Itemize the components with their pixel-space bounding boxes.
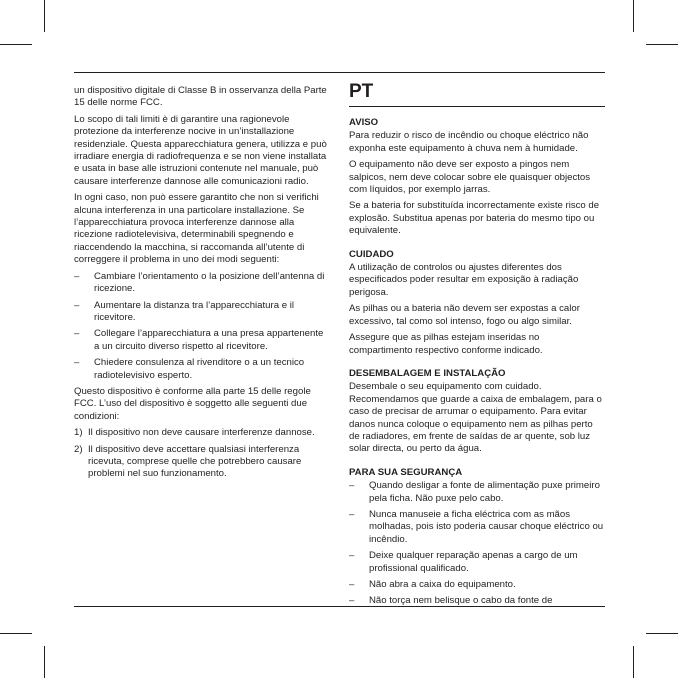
section-heading: PARA SUA SEGURANÇA [349,466,463,478]
paragraph: In ogni caso, non può essere garantito che non si verifichi alcuna interferenza in una particolare installazione. Se l’apparecchiatura provoca interferenze dannose alla ricezione radiotelevisiva, determinabili spegnendo e riaccendendo la macchina, si raccomanda all’utente di correggere il problema in uno dei modi seguenti: [74,192,319,266]
paragraph: Desembale o seu equipamento com cuidado. Recomendamos que guarde a caixa de embalagem, para o caso de precisar de arrumar o equipamento. Para evitar danos nunca coloque o equipamento nem as pilhas perto de radiadores, em frente de saídas de ar quente, sob luz solar directa, ou perto da água. [349,381,602,455]
paragraph: Para reduzir o risco de incêndio ou choque eléctrico não exponha este equipamento à chuva nem à humidade. [349,130,589,154]
paragraph: Questo dispositivo è conforme alla parte 15 delle regole FCC. L’uso del dispositivo è soggetto alle seguenti due condizioni: [74,385,311,422]
list-item: – Nunca manuseie a ficha eléctrica com as mãos molhadas, pois isto poderia causar choque eléctrico ou incêndio. [349,508,604,545]
top-rule [74,72,605,73]
list-item: – Chiedere consulenza al rivenditore o a un tecnico radiotelevisivo esperto. [74,357,305,381]
paragraph: A utilização de controlos ou ajustes diferentes dos especificados poder resultar em exposição à radiação perigosa. [349,262,579,298]
paragraph: Lo scopo di tali limiti è di garantire una ragionevole protezione da interferenze nocive in un’installazione residenziale. Questa apparecchiatura genera, utilizza e può irradiare energia di radiofrequenza e se non viene installata e usata in base alle istruzioni contenute nel manuale, può causare interferenze dannose alle comunicazioni radio. [74,113,327,187]
numbered-item: 2) Il dispositivo deve accettare qualsiasi interferenza ricevuta, comprese quelle che potrebbero causare problemi nel suo funzionamento. [74,443,302,480]
list-item: – Não abra a caixa do equipamento. [349,579,516,590]
paragraph: Assegure que as pilhas estejam inseridas no compartimento respectivo conforme indicado. [349,332,543,356]
crop-mark [633,646,634,678]
right-column [349,81,605,612]
section-heading: AVISO [349,117,379,128]
list-item: – Cambiare l’orientamento o la posizione dell’antenna di ricezione. [74,270,325,295]
crop-mark [0,44,32,45]
list-item: – Deixe qualquer reparação apenas a cargo de um profissional qualificado. [349,550,578,574]
crop-mark [44,0,45,32]
language-heading: PT [349,81,374,102]
numbered-item: 1) Il dispositivo non deve causare interferenze dannose. [74,427,315,439]
paragraph: As pilhas ou a bateria não devem ser expostas a calor excessivo, tal como sol intenso, fogo ou algo similar. [349,303,580,327]
section-heading: CUIDADO [349,248,394,260]
list-item: – Collegare l’apparecchiatura a una presa appartenente a un circuito diverso rispetto al ricevitore. [74,328,324,352]
list-item: – Aumentare la distanza tra l’apparecchiatura e il ricevitore. [74,299,294,323]
list-item: – Quando desligar a fonte de alimentação puxe primeiro pela ficha. Não puxe pelo cabo. [349,480,600,504]
left-column [74,85,330,485]
crop-mark [646,633,678,634]
paragraph: Se a bateria for substituída incorrectamente existe risco de explosão. Substitua apenas por bateria do mesmo tipo ou equivalente. [349,200,600,237]
list-item: – Não torça nem belisque o cabo da fonte de [349,595,553,607]
paragraph: un dispositivo digitale di Classe B in osservanza della Parte 15 delle norme FCC. [74,85,327,109]
heading-rule [349,106,605,107]
crop-mark [633,0,634,32]
paragraph: O equipamento não deve ser exposto a pingos nem salpicos, nem deve colocar sobre ele quaisquer objectos com líquidos, por exemplo jarras. [349,159,591,196]
section-heading: DESEMBALAGEM E INSTALAÇÃO [349,367,506,379]
crop-mark [646,44,678,45]
crop-mark [44,646,45,678]
crop-mark [0,633,32,634]
